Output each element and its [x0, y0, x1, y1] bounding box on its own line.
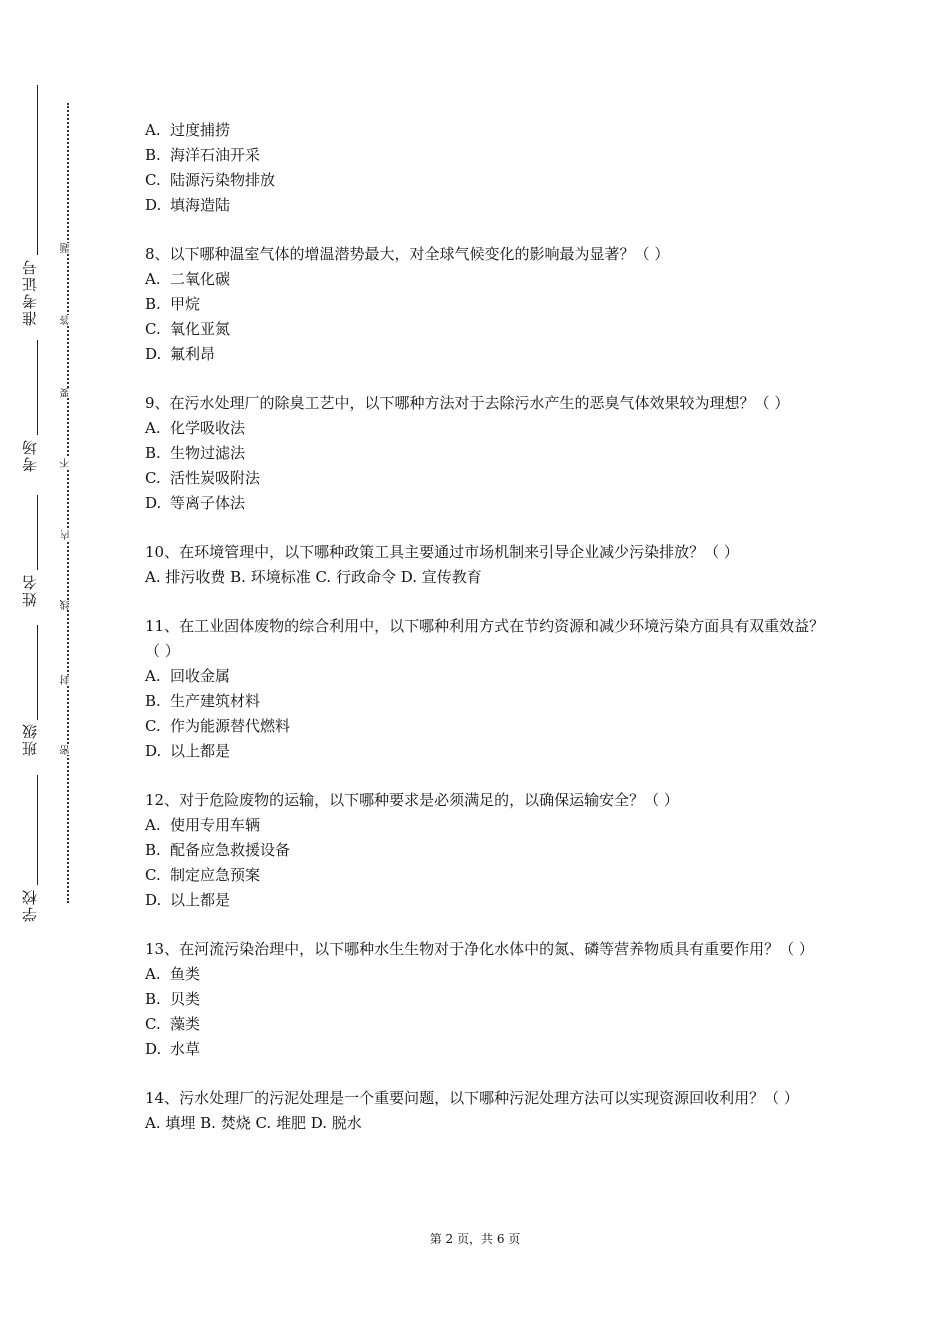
seal-char: 密: [61, 745, 75, 755]
option: B. 生物过滤法: [145, 444, 246, 462]
exam-room-label: 考场: [21, 438, 39, 472]
option: C. 活性炭吸附法: [145, 469, 261, 487]
seal-dotted-line: [67, 103, 69, 903]
inline-options: A. 填埋 B. 焚烧 C. 堆肥 D. 脱水: [145, 1114, 362, 1132]
option: A. 过度捕捞: [145, 121, 231, 139]
question-7-continued: [145, 118, 825, 218]
seal-char: 答: [61, 315, 75, 325]
question-8: [145, 242, 825, 367]
option: B. 生产建筑材料: [145, 692, 261, 710]
option: B. 贝类: [145, 990, 201, 1008]
question-stem: 13、在河流污染治理中，以下哪种水生生物对于净化水体中的氮、磷等营养物质具有重要作用？（ ）: [145, 940, 814, 958]
question-stem: 11、在工业固体废物的综合利用中，以下哪种利用方式在节约资源和减少环境污染方面具有双重效益？（ ）: [145, 617, 825, 660]
option: A. 化学吸收法: [145, 419, 246, 437]
option: C. 作为能源替代燃料: [145, 717, 291, 735]
class-label: 班级: [21, 722, 39, 756]
field-underline: [37, 85, 38, 255]
field-underline: [37, 625, 38, 720]
seal-char: 线: [61, 600, 75, 610]
seal-char: 不: [61, 458, 75, 468]
question-stem: 8、以下哪种温室气体的增温潜势最大，对全球气候变化的影响最为显著？（ ）: [145, 245, 670, 263]
option: D. 填海造陆: [145, 196, 231, 214]
option: D. 以上都是: [145, 742, 231, 760]
field-underline: [37, 495, 38, 570]
option: C. 藻类: [145, 1015, 201, 1033]
option: C. 氧化亚氮: [145, 320, 231, 338]
question-stem: 9、在污水处理厂的除臭工艺中，以下哪种方法对于去除污水产生的恶臭气体效果较为理想？（ ）: [145, 394, 790, 412]
question-10: [145, 540, 825, 590]
option: C. 陆源污染物排放: [145, 171, 276, 189]
option: C. 制定应急预案: [145, 866, 261, 884]
question-stem: 14、污水处理厂的污泥处理是一个重要问题，以下哪种污泥处理方法可以实现资源回收利用？（ ）: [145, 1089, 799, 1107]
seal-char: 要: [61, 388, 75, 398]
school-label: 学校: [21, 888, 39, 922]
question-11: [145, 614, 825, 764]
option: B. 配备应急救援设备: [145, 841, 291, 859]
question-9: [145, 391, 825, 516]
question-13: [145, 937, 825, 1062]
option: D. 水草: [145, 1040, 201, 1058]
question-stem: 10、在环境管理中，以下哪种政策工具主要通过市场机制来引导企业减少污染排放？（ ）: [145, 543, 739, 561]
field-underline: [37, 340, 38, 435]
option: D. 等离子体法: [145, 494, 246, 512]
seal-char: 封: [61, 675, 75, 685]
option: B. 海洋石油开采: [145, 146, 261, 164]
option: A. 使用专用车辆: [145, 816, 261, 834]
option: A. 二氧化碳: [145, 270, 231, 288]
question-list: [145, 118, 825, 1160]
seal-char: 题: [61, 243, 75, 253]
option: A. 回收金属: [145, 667, 231, 685]
option: B. 甲烷: [145, 295, 201, 313]
inline-options: A. 排污收费 B. 环境标准 C. 行政命令 D. 宣传教育: [145, 568, 482, 586]
option: D. 氟利昂: [145, 345, 216, 363]
question-12: [145, 788, 825, 913]
field-underline: [37, 775, 38, 885]
question-14: [145, 1086, 825, 1136]
question-stem: 12、对于危险废物的运输，以下哪种要求是必须满足的，以确保运输安全？（ ）: [145, 791, 679, 809]
exam-id-label: 准考证号: [21, 258, 39, 326]
seal-char: 内: [61, 530, 75, 540]
name-label: 姓名: [21, 573, 39, 607]
option: A. 鱼类: [145, 965, 201, 983]
option: D. 以上都是: [145, 891, 231, 909]
page-number: 第 2 页，共 6 页: [429, 1232, 521, 1246]
